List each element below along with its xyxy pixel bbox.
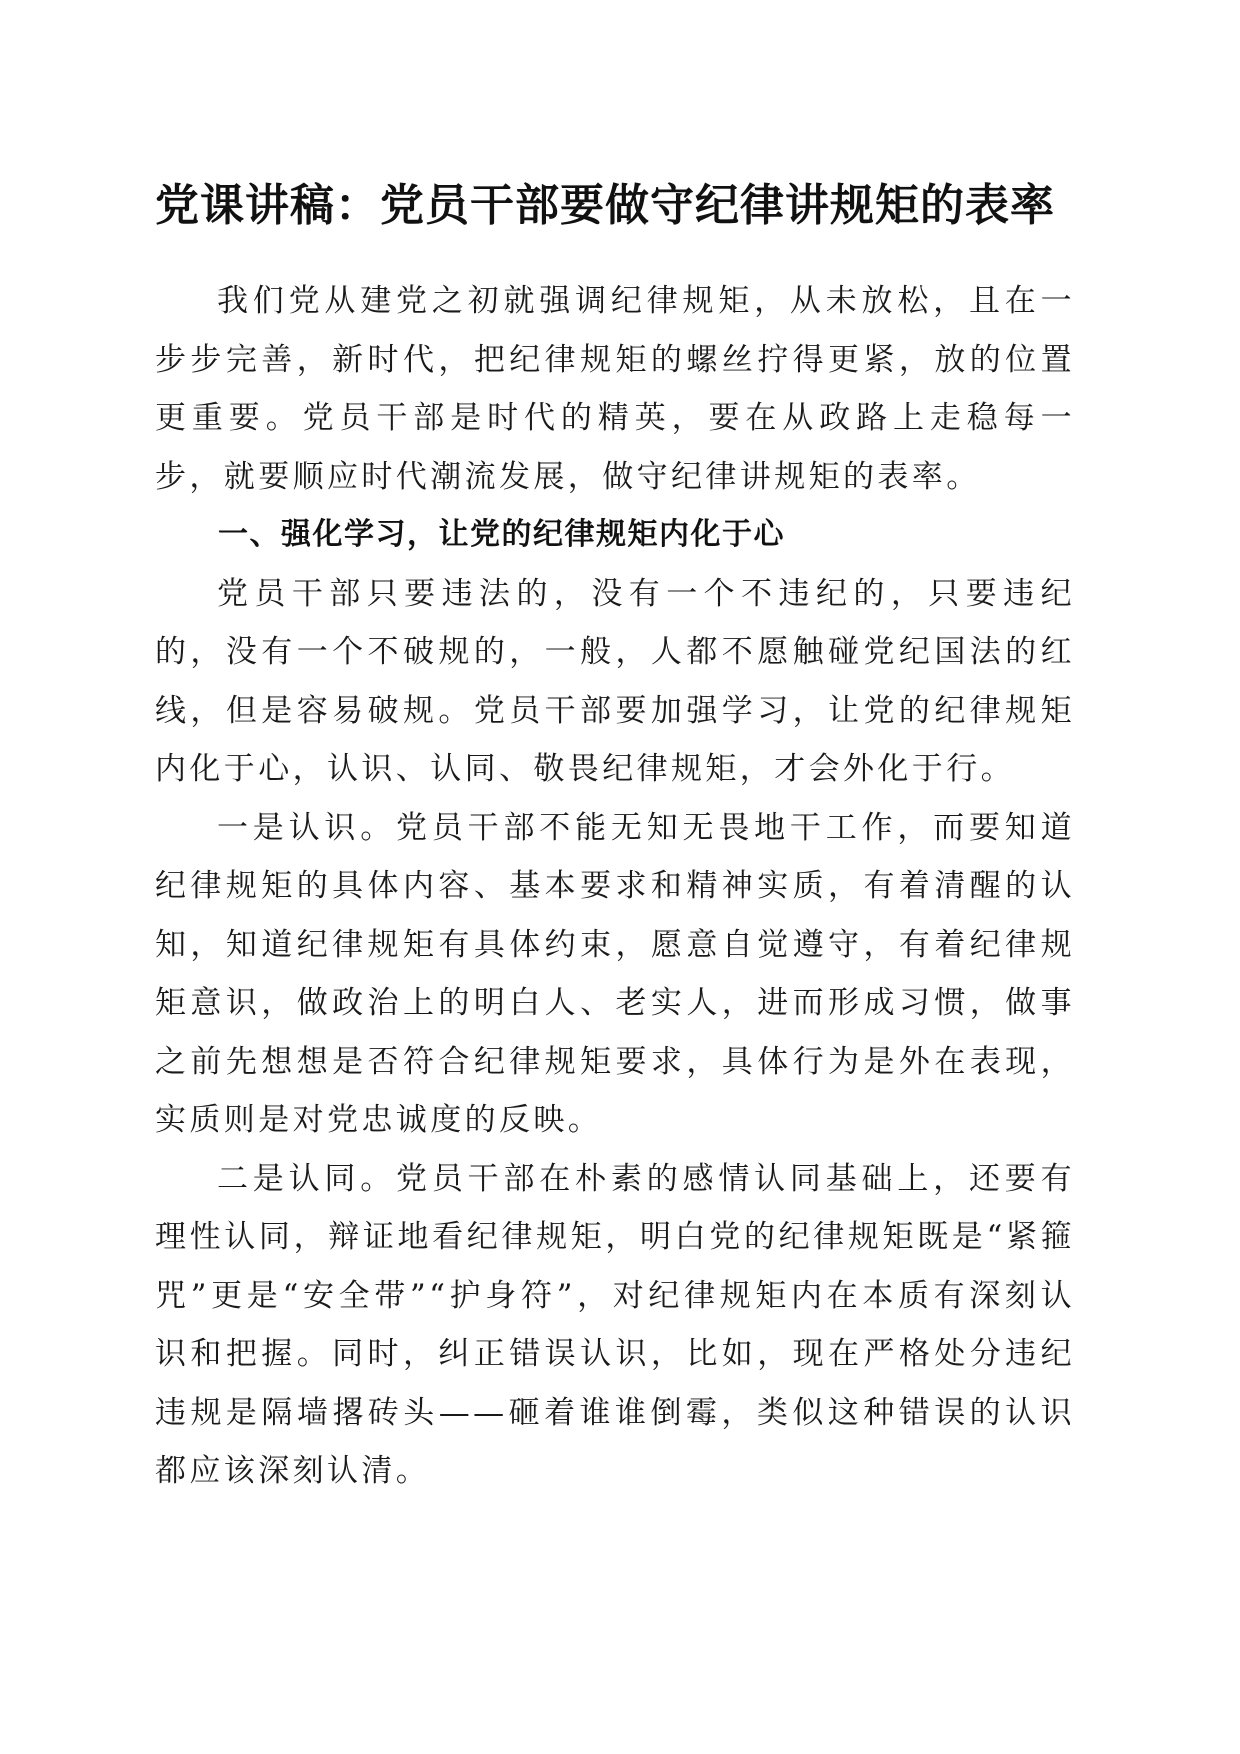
section-heading: 一、强化学习，让党的纪律规矩内化于心 <box>218 517 785 552</box>
document-body <box>155 272 1075 1501</box>
body-paragraph: 党员干部只要违法的，没有一个不违纪的，只要违纪的，没有一个不破规的，一般，人都不愿触碰党纪国法的红线，但是容易破规。党员干部要加强学习，让党的纪律规矩内化于心，认识、认同、敬畏纪律规矩，才会外化于行。 <box>155 575 1075 787</box>
body-paragraph: 一是认识。党员干部不能无知无畏地干工作，而要知道纪律规矩的具体内容、基本要求和精神实质，有着清醒的认知，知道纪律规矩有具体约束，愿意自觉遵守，有着纪律规矩意识，做政治上的明白人、老实人，进而形成习惯，做事之前先想想是否符合纪律规矩要求，具体行为是外在表现，实质则是对党忠诚度的反映。 <box>155 809 1075 1138</box>
intro-paragraph: 我们党从建党之初就强调纪律规矩，从未放松，且在一步步完善，新时代，把纪律规矩的螺丝拧得更紧，放的位置更重要。党员干部是时代的精英，要在从政路上走稳每一步，就要顺应时代潮流发展，做守纪律讲规矩的表率。 <box>155 283 1075 495</box>
body-paragraph: 二是认同。党员干部在朴素的感情认同基础上，还要有理性认同，辩证地看纪律规矩，明白党的纪律规矩既是“紧箍咒”更是“安全带”“护身符”，对纪律规矩内在本质有深刻认识和把握。同时，纠正错误认识，比如，现在严格处分违纪违规是隔墙撂砖头——砸着谁谁倒霉，类似这种错误的认识都应该深刻认清。 <box>155 1160 1075 1489</box>
document-title: 党课讲稿：党员干部要做守纪律讲规矩的表率 <box>155 180 1055 231</box>
